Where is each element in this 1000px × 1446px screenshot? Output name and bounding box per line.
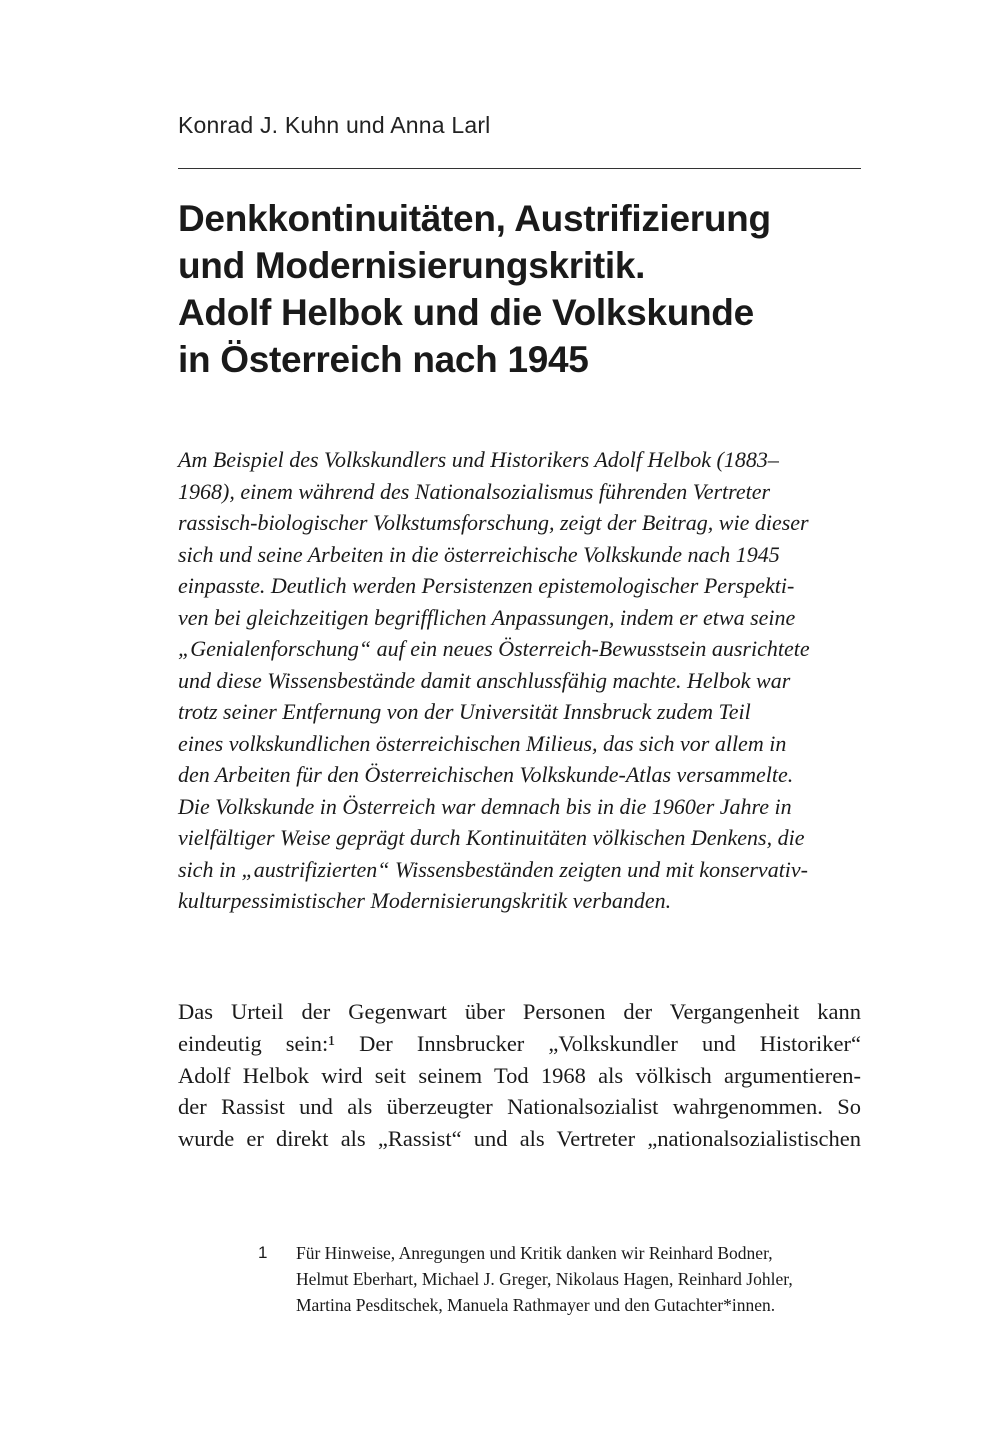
footnote-line: Martina Pesditschek, Manuela Rathmayer und den Gutachter*innen. <box>296 1295 776 1315</box>
abstract-line: den Arbeiten für den Österreichischen Volkskunde-Atlas versammelte. <box>178 762 794 787</box>
title-line: in Österreich nach 1945 <box>178 339 589 380</box>
title-line: Adolf Helbok und die Volkskunde <box>178 292 754 333</box>
title-line: und Modernisierungskritik. <box>178 245 646 286</box>
abstract-line: ven bei gleichzeitigen begrifflichen Anpassungen, indem er etwa seine <box>178 604 796 630</box>
footnote-line: Helmut Eberhart, Michael J. Greger, Nikolaus Hagen, Reinhard Johler, <box>296 1269 793 1289</box>
abstract-line: sich in „austrifizierten“ Wissensbeständen zeigten und mit konservativ- <box>178 856 809 882</box>
footnote-number: 1 <box>258 1243 268 1262</box>
abstract-line: „Genialenforschung“ auf ein neues Österreich-Bewusstsein ausrichtete <box>178 636 810 661</box>
title-line: Denkkontinuitäten, Austrifizierung <box>178 198 771 239</box>
header-divider <box>178 168 861 169</box>
abstract-line: Die Volkskunde in Österreich war demnach bis in die 1960er Jahre in <box>178 793 792 819</box>
body-line: wurde er direkt als „Rassist“ und als Vertreter „nationalsozialistischen <box>178 1126 861 1152</box>
footnote-line: Für Hinweise, Anregungen und Kritik danken wir Reinhard Bodner, <box>296 1243 773 1263</box>
article-title <box>178 195 878 383</box>
body-line: der Rassist und als überzeugter Nationalsozialist wahrgenommen. So <box>178 1094 861 1120</box>
abstract-line: 1968), einem während des Nationalsozialismus führenden Vertreter <box>178 478 771 504</box>
abstract-line: einpasste. Deutlich werden Persistenzen epistemologischer Perspekti- <box>178 573 795 598</box>
abstract-line: vielfältiger Weise geprägt durch Kontinuitäten völkischen Denkens, die <box>178 825 805 850</box>
author-line: Konrad J. Kuhn und Anna Larl <box>178 112 491 138</box>
abstract-line: kulturpessimistischer Modernisierungskritik verbanden. <box>178 888 672 913</box>
abstract-line: Am Beispiel des Volkskundlers und Historikers Adolf Helbok (1883– <box>178 447 779 472</box>
body-text <box>178 996 861 1155</box>
body-line: Das Urteil der Gegenwart über Personen der Vergangenheit kann <box>178 999 861 1024</box>
abstract-line: und diese Wissensbestände damit anschlussfähig machte. Helbok war <box>178 667 791 693</box>
body-line: Adolf Helbok wird seit seinem Tod 1968 als völkisch argumentieren- <box>178 1062 861 1088</box>
footnote-text <box>296 1240 861 1318</box>
abstract <box>178 444 861 917</box>
abstract-line: trotz seiner Entfernung von der Universität Innsbruck zudem Teil <box>178 699 751 724</box>
abstract-line: rassisch-biologischer Volkstumsforschung, zeigt der Beitrag, wie dieser <box>178 510 809 535</box>
abstract-line: eines volkskundlichen österreichischen Milieus, das sich vor allem in <box>178 730 787 756</box>
body-line: eindeutig sein:¹ Der Innsbrucker „Volkskundler und Historiker“ <box>178 1030 861 1056</box>
abstract-line: sich und seine Arbeiten in die österreichische Volkskunde nach 1945 <box>178 541 780 567</box>
